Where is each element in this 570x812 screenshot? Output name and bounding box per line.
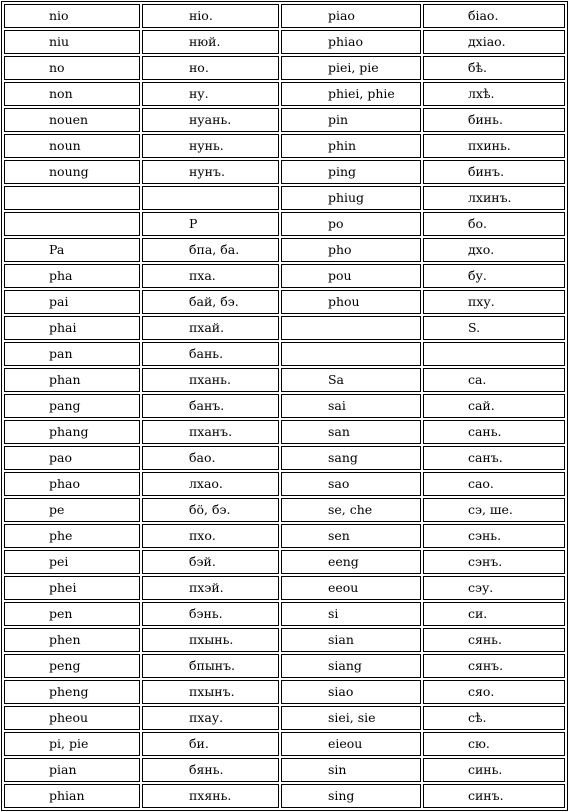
latin-syllable-cell: se, che [281, 498, 421, 522]
latin-syllable-cell: phao [4, 472, 140, 496]
cyrillic-syllable-cell: пха. [142, 264, 279, 288]
cyrillic-syllable-cell: бпа, ба. [142, 238, 279, 262]
cyrillic-syllable-cell: сэнь. [423, 524, 565, 548]
latin-syllable-cell [281, 316, 421, 340]
table-row [4, 342, 565, 366]
table-row [4, 602, 565, 626]
cyrillic-syllable-cell: банъ. [142, 394, 279, 418]
table-row [4, 30, 565, 54]
latin-syllable-cell: pho [281, 238, 421, 262]
cyrillic-syllable-cell: но. [142, 56, 279, 80]
cyrillic-syllable-cell: сэу. [423, 576, 565, 600]
latin-syllable-cell: pai [4, 290, 140, 314]
table-row [4, 420, 565, 444]
latin-syllable-cell: sao [281, 472, 421, 496]
latin-syllable-cell: pian [4, 758, 140, 782]
latin-syllable-cell: phin [281, 134, 421, 158]
cyrillic-syllable-cell: бэнь. [142, 602, 279, 626]
table-row [4, 654, 565, 678]
cyrillic-syllable-cell: пхо. [142, 524, 279, 548]
cyrillic-syllable-cell: бэй. [142, 550, 279, 574]
latin-syllable-cell: pang [4, 394, 140, 418]
cyrillic-syllable-cell: сѣ. [423, 706, 565, 730]
table-row [4, 290, 565, 314]
cyrillic-syllable-cell: бпынъ. [142, 654, 279, 678]
cyrillic-syllable-cell: бу. [423, 264, 565, 288]
latin-syllable-cell: sing [281, 784, 421, 808]
latin-syllable-cell: Sa [281, 368, 421, 392]
cyrillic-syllable-cell: пхынъ. [142, 680, 279, 704]
cyrillic-syllable-cell: сэ, ше. [423, 498, 565, 522]
latin-syllable-cell: phe [4, 524, 140, 548]
cyrillic-syllable-cell: бай, бэ. [142, 290, 279, 314]
table-row [4, 784, 565, 808]
table-row [4, 186, 565, 210]
latin-syllable-cell: sin [281, 758, 421, 782]
latin-syllable-cell: siang [281, 654, 421, 678]
cyrillic-syllable-cell: бö, бэ. [142, 498, 279, 522]
cyrillic-syllable-cell: лхѣ. [423, 82, 565, 106]
latin-syllable-cell: phiao [281, 30, 421, 54]
latin-syllable-cell: non [4, 82, 140, 106]
latin-syllable-cell: po [281, 212, 421, 236]
cyrillic-syllable-cell: нунь. [142, 134, 279, 158]
latin-syllable-cell: pheng [4, 680, 140, 704]
table-row [4, 550, 565, 574]
table-row [4, 498, 565, 522]
cyrillic-syllable-cell: синь. [423, 758, 565, 782]
cyrillic-syllable-cell: пхынь. [142, 628, 279, 652]
table-row [4, 446, 565, 470]
cyrillic-syllable-cell: біао. [423, 4, 565, 28]
cyrillic-syllable-cell: ніо. [142, 4, 279, 28]
cyrillic-syllable-cell: дхо. [423, 238, 565, 262]
cyrillic-syllable-cell: пхинь. [423, 134, 565, 158]
table-row [4, 394, 565, 418]
cyrillic-syllable-cell: синъ. [423, 784, 565, 808]
latin-syllable-cell: phiug [281, 186, 421, 210]
cyrillic-syllable-cell [423, 342, 565, 366]
cyrillic-syllable-cell: S. [423, 316, 565, 340]
latin-syllable-cell: eieou [281, 732, 421, 756]
latin-syllable-cell: pan [4, 342, 140, 366]
table-row [4, 108, 565, 132]
cyrillic-syllable-cell: пху. [423, 290, 565, 314]
latin-syllable-cell: eeou [281, 576, 421, 600]
latin-syllable-cell: piao [281, 4, 421, 28]
table-row [4, 212, 565, 236]
latin-syllable-cell: piei, pie [281, 56, 421, 80]
latin-syllable-cell: phian [4, 784, 140, 808]
table-row [4, 56, 565, 80]
cyrillic-syllable-cell: дхіао. [423, 30, 565, 54]
latin-syllable-cell: pei [4, 550, 140, 574]
latin-syllable-cell: pheou [4, 706, 140, 730]
table-row [4, 238, 565, 262]
latin-syllable-cell: sai [281, 394, 421, 418]
cyrillic-syllable-cell: бѣ. [423, 56, 565, 80]
latin-syllable-cell: sian [281, 628, 421, 652]
latin-syllable-cell: phang [4, 420, 140, 444]
table-row [4, 706, 565, 730]
table-row [4, 576, 565, 600]
cyrillic-syllable-cell: пхэй. [142, 576, 279, 600]
cyrillic-syllable-cell: бинь. [423, 108, 565, 132]
latin-syllable-cell: ping [281, 160, 421, 184]
latin-syllable-cell: si [281, 602, 421, 626]
table-row [4, 524, 565, 548]
latin-syllable-cell: pen [4, 602, 140, 626]
table-row [4, 732, 565, 756]
table-row [4, 472, 565, 496]
latin-syllable-cell: niu [4, 30, 140, 54]
latin-syllable-cell: sang [281, 446, 421, 470]
table-row [4, 758, 565, 782]
latin-syllable-cell: pe [4, 498, 140, 522]
cyrillic-syllable-cell: сэнъ. [423, 550, 565, 574]
latin-syllable-cell: siao [281, 680, 421, 704]
transliteration-table [1, 1, 568, 811]
table-body [4, 4, 565, 808]
cyrillic-syllable-cell: лхинъ. [423, 186, 565, 210]
cyrillic-syllable-cell: ну. [142, 82, 279, 106]
cyrillic-syllable-cell: са. [423, 368, 565, 392]
cyrillic-syllable-cell: сянъ. [423, 654, 565, 678]
cyrillic-syllable-cell: пхянь. [142, 784, 279, 808]
cyrillic-syllable-cell: P [142, 212, 279, 236]
latin-syllable-cell [4, 212, 140, 236]
latin-syllable-cell: noung [4, 160, 140, 184]
latin-syllable-cell: siei, sie [281, 706, 421, 730]
table-row [4, 316, 565, 340]
latin-syllable-cell: phou [281, 290, 421, 314]
latin-syllable-cell: phiei, phie [281, 82, 421, 106]
cyrillic-syllable-cell [142, 186, 279, 210]
latin-syllable-cell: peng [4, 654, 140, 678]
latin-syllable-cell: pao [4, 446, 140, 470]
cyrillic-syllable-cell: бао. [142, 446, 279, 470]
latin-syllable-cell: pha [4, 264, 140, 288]
table-row [4, 160, 565, 184]
cyrillic-syllable-cell: нунъ. [142, 160, 279, 184]
latin-syllable-cell: phai [4, 316, 140, 340]
latin-syllable-cell: san [281, 420, 421, 444]
cyrillic-syllable-cell: си. [423, 602, 565, 626]
latin-syllable-cell: pi, pie [4, 732, 140, 756]
latin-syllable-cell: eeng [281, 550, 421, 574]
cyrillic-syllable-cell: лхао. [142, 472, 279, 496]
latin-syllable-cell [281, 342, 421, 366]
latin-syllable-cell [4, 186, 140, 210]
table-row [4, 4, 565, 28]
latin-syllable-cell: noun [4, 134, 140, 158]
table-row [4, 628, 565, 652]
latin-syllable-cell: no [4, 56, 140, 80]
cyrillic-syllable-cell: санъ. [423, 446, 565, 470]
cyrillic-syllable-cell: бань. [142, 342, 279, 366]
cyrillic-syllable-cell: бянь. [142, 758, 279, 782]
table-row [4, 368, 565, 392]
cyrillic-syllable-cell: пханъ. [142, 420, 279, 444]
cyrillic-syllable-cell: нюй. [142, 30, 279, 54]
cyrillic-syllable-cell: сяо. [423, 680, 565, 704]
latin-syllable-cell: pin [281, 108, 421, 132]
cyrillic-syllable-cell: сань. [423, 420, 565, 444]
table-row [4, 680, 565, 704]
cyrillic-syllable-cell: сянь. [423, 628, 565, 652]
latin-syllable-cell: nouen [4, 108, 140, 132]
cyrillic-syllable-cell: пхай. [142, 316, 279, 340]
cyrillic-syllable-cell: сю. [423, 732, 565, 756]
latin-syllable-cell: phen [4, 628, 140, 652]
cyrillic-syllable-cell: би. [142, 732, 279, 756]
latin-syllable-cell: Pa [4, 238, 140, 262]
latin-syllable-cell: phan [4, 368, 140, 392]
cyrillic-syllable-cell: пхань. [142, 368, 279, 392]
cyrillic-syllable-cell: сай. [423, 394, 565, 418]
cyrillic-syllable-cell: пхау. [142, 706, 279, 730]
table-row [4, 134, 565, 158]
cyrillic-syllable-cell: бинъ. [423, 160, 565, 184]
cyrillic-syllable-cell: нуань. [142, 108, 279, 132]
latin-syllable-cell: sen [281, 524, 421, 548]
latin-syllable-cell: phei [4, 576, 140, 600]
table-row [4, 264, 565, 288]
cyrillic-syllable-cell: бо. [423, 212, 565, 236]
table-row [4, 82, 565, 106]
latin-syllable-cell: nio [4, 4, 140, 28]
latin-syllable-cell: pou [281, 264, 421, 288]
cyrillic-syllable-cell: сао. [423, 472, 565, 496]
